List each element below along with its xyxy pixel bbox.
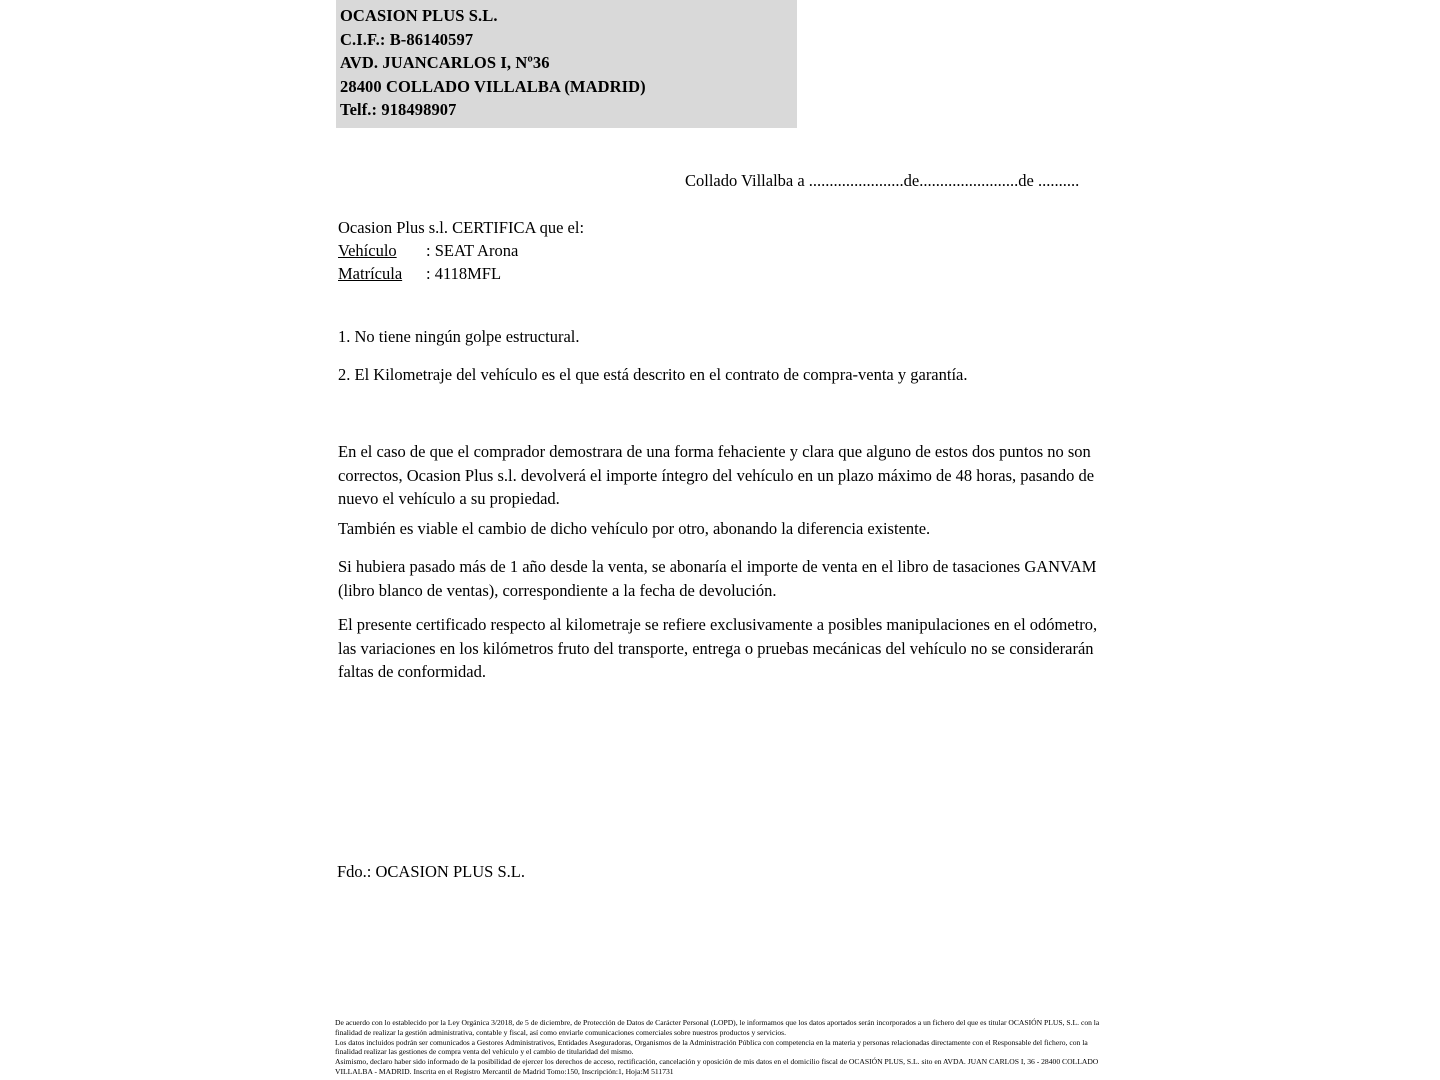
- paragraph-refund: En el caso de que el comprador demostrara de una forma fehaciente y clara que alguno de estos dos puntos no son correctos, Ocasion Plus s.l. devolverá el importe íntegro del vehículo en un plazo máximo de 48 horas, pasando de nuevo el vehículo a su propiedad.: [338, 442, 1095, 508]
- company-city: 28400 COLLADO VILLALBA (MADRID): [340, 76, 646, 96]
- paragraph-ganvam: Si hubiera pasado más de 1 año desde la venta, se abonaría el importe de venta en el libro de tasaciones GANVAM (libro blanco de ventas), correspondiente a la fecha de devolución.: [338, 557, 1097, 600]
- paragraph-exchange: También es viable el cambio de dicho vehículo por otro, abonando la diferencia existente.: [338, 519, 931, 538]
- point-two: 2. El Kilometraje del vehículo es el que está descrito en el contrato de compra-venta y garantía.: [338, 365, 968, 384]
- company-name: OCASION PLUS S.L.: [340, 6, 498, 25]
- legal-footer: [335, 1018, 1100, 1077]
- company-phone: Telf.: 918498907: [340, 100, 457, 119]
- certification-intro: Ocasion Plus s.l. CERTIFICA que el:: [338, 218, 585, 237]
- company-cif: C.I.F.: B-86140597: [340, 29, 474, 49]
- plate-row: [338, 262, 584, 285]
- signature-line: Fdo.: OCASION PLUS S.L.: [337, 862, 525, 881]
- paragraph-odometer: El presente certificado respecto al kilometraje se refiere exclusivamente a posibles manipulaciones en el odómetro, las variaciones en los kilómetros fruto del transporte, entrega o pruebas mecánicas del vehículo no se considerarán faltas de conformidad.: [338, 615, 1098, 681]
- vehicle-value: : SEAT Arona: [426, 241, 519, 260]
- legal-line-1: De acuerdo con lo establecido por la Ley Orgánica 3/2018, de 5 de diciembre, de Protección de Datos de Carácter Personal (LOPD), le informamos que los datos aportados serán incorporados a un fichero del que es titular OCASIÓN PLUS, S.L. con la finalidad de realizar la gestión administrativa, contable y fiscal, así como enviarle comunicaciones comerciales sobre nuestros productos y servicios.: [335, 1018, 1100, 1037]
- certification-block: [338, 216, 584, 285]
- plate-value: : 4118MFL: [426, 264, 502, 283]
- place-and-date-line: Collado Villalba a .......................de........................de ..........: [685, 171, 1080, 190]
- legal-line-2: Los datos incluidos podrán ser comunicados a Gestores Administrativos, Entidades Aseguradoras, Organismos de la Administración Pública con competencia en la materia y personas relacionadas directamente con el Responsable del fichero, con la finalidad realizar las gestiones de compra venta del vehículo y el cambio de titularidad del mismo.: [335, 1037, 1088, 1057]
- plate-label: Matrícula: [338, 264, 403, 283]
- point-one: 1. No tiene ningún golpe estructural.: [338, 327, 580, 346]
- vehicle-row: [338, 239, 584, 262]
- legal-line-3: Asimismo, declaro haber sido informado de la posibilidad de ejercer los derechos de acceso, rectificación, cancelación y oposición de mis datos en el domicilio fiscal de OCASIÓN PLUS, S.L. sito en AVDA. JUAN CARLOS I, 36 - 28400 COLLADO VILLALBA - MADRID. Inscrita en el Registro Mercantil de Madrid Tomo:150, Inscripción:1, Hoja:M 511731: [335, 1057, 1099, 1076]
- vehicle-label: Vehículo: [338, 241, 397, 260]
- company-address: AVD. JUANCARLOS I, Nº36: [340, 53, 550, 72]
- letterhead-block: [336, 0, 797, 128]
